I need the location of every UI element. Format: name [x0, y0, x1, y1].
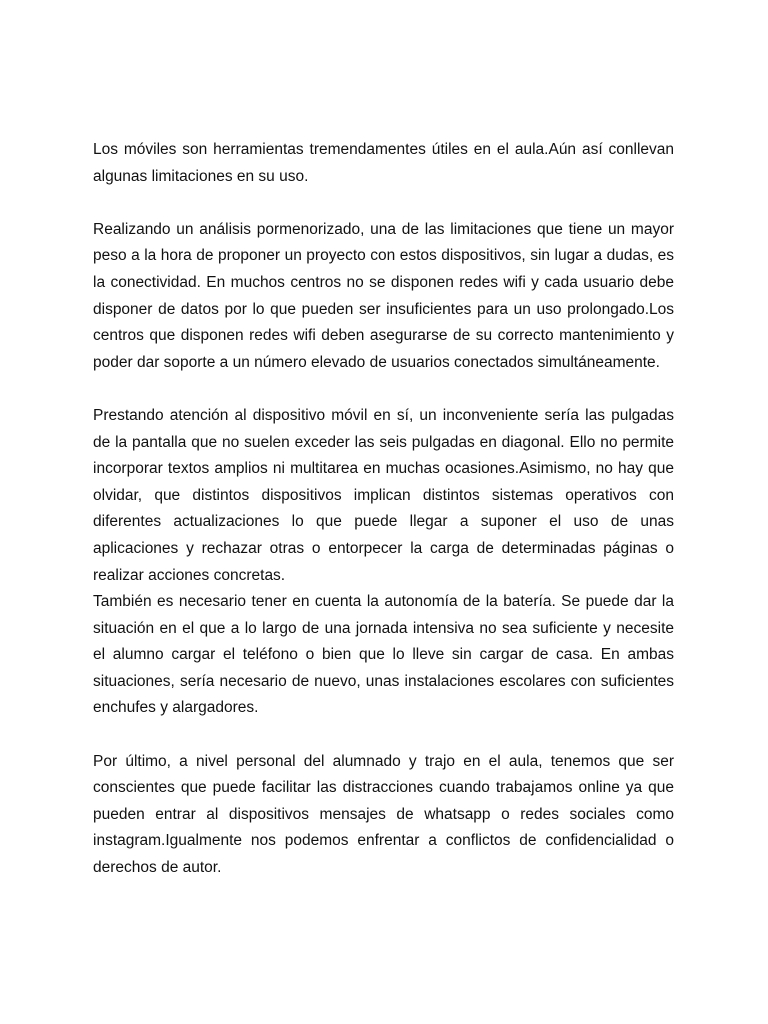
- paragraph-battery: También es necesario tener en cuenta la autonomía de la batería. Se puede dar la situación en el que a lo largo de una jornada intensiva no sea suficiente y necesite el alumno cargar el teléfono o bien que lo lleve sin cargar de casa. En ambas situaciones, sería necesario de nuevo, unas instalaciones escolares con suficientes enchufes y alargadores.: [93, 593, 674, 717]
- paragraph-gap: [93, 376, 674, 403]
- document-body: [93, 137, 674, 882]
- paragraph-connectivity: Realizando un análisis pormenorizado, una de las limitaciones que tiene un mayor peso a la hora de proponer un proyecto con estos dispositivos, sin lugar a dudas, es la conectividad. En muchos centros no se disponen redes wifi y cada usuario debe disponer de datos por lo que pueden ser insuficientes para un uso prolongado.Los centros que disponen redes wifi deben asegurarse de su correcto mantenimiento y poder dar soporte a un número elevado de usuarios conectados simultáneamente.: [93, 220, 674, 371]
- paragraph-screen-size: Prestando atención al dispositivo móvil en sí, un inconveniente sería las pulgadas de la pantalla que no suelen exceder las seis pulgadas en diagonal. Ello no permite incorporar textos amplios ni multitarea en muchas ocasiones.Asimismo, no hay que olvidar, que distintos dispositivos implican distintos sistemas operativos con diferentes actualizaciones lo que puede llegar a suponer el uso de unas aplicaciones y rechazar otras o entorpecer la carga de determinadas páginas o realizar acciones concretas.: [93, 406, 674, 584]
- paragraph-intro: Los móviles son herramientas tremendamentes útiles en el aula.Aún así conllevan algunas limitaciones en su uso.: [93, 141, 674, 185]
- paragraph-gap: [93, 722, 674, 749]
- paragraph-distractions: Por último, a nivel personal del alumnado y trajo en el aula, tenemos que ser conscientes que puede facilitar las distracciones cuando trabajamos online ya que pueden entrar al dispositivos mensajes de whatsapp o redes sociales como instagram.Igualmente nos podemos enfrentar a conflictos de confidencialidad o derechos de autor.: [93, 752, 674, 877]
- paragraph-gap: [93, 190, 674, 217]
